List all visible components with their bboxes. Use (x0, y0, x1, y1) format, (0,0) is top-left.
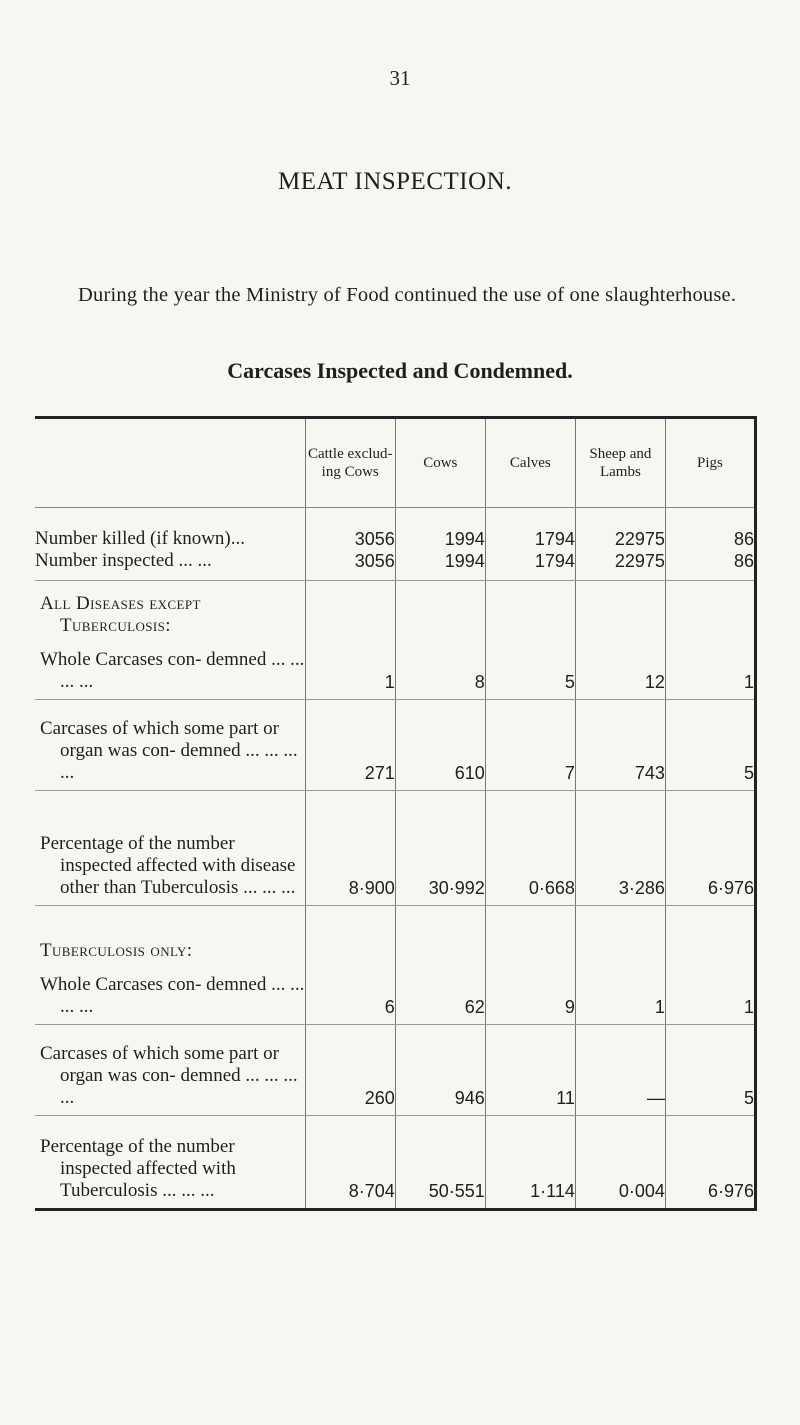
cell-cattle: 6 (305, 962, 395, 1025)
cell-sheep: 12 (575, 637, 665, 700)
header-sheep: Sheep and Lambs (575, 418, 665, 508)
row-label: Whole Carcases con- demned ... ... ... ... (35, 962, 305, 1025)
header-cows: Cows (395, 418, 485, 508)
cell-cattle: 8·704 (305, 1116, 395, 1210)
table-group-tuberculosis (35, 906, 756, 963)
header-calves: Calves (485, 418, 575, 508)
row-label: Number killed (if known)... (35, 528, 246, 549)
row-label: Number inspected ... ... (35, 550, 305, 581)
row-label: Carcases of which some part or organ was con- demned ... ... ... ... (35, 1025, 305, 1116)
table-row-tb-percentage (35, 1116, 756, 1210)
row-label: Percentage of the number inspected affected with disease other than Tuberculosis ... ... ... (35, 791, 305, 906)
header-label (35, 418, 305, 508)
cell-pigs: 6·976 (665, 791, 755, 906)
cell-cows: 50·551 (395, 1116, 485, 1210)
cell-cattle: 3056 (305, 508, 395, 551)
cell-calves: 11 (485, 1025, 575, 1116)
cell-cattle: 3056 (305, 550, 395, 581)
cell-cows: 30·992 (395, 791, 485, 906)
group-label: All Diseases except Tuberculosis: (40, 593, 201, 636)
cell-cattle: 1 (305, 637, 395, 700)
table-heading: Carcases Inspected and Condemned. (227, 358, 573, 383)
cell-cattle: 8·900 (305, 791, 395, 906)
cell-sheep: 743 (575, 700, 665, 791)
row-label: Whole Carcases con- demned ... ... ... ... (35, 637, 305, 700)
table-row-all-part-condemned (35, 700, 756, 791)
table-group-all-diseases (35, 581, 756, 638)
header-cattle: Cattle exclud- ing Cows (305, 418, 395, 508)
cell-cows: 610 (395, 700, 485, 791)
table-row-tb-part-condemned (35, 1025, 756, 1116)
table-row-number-killed (35, 508, 756, 551)
page-title: MEAT INSPECTION. (278, 168, 512, 195)
cell-cows: 1994 (395, 550, 485, 581)
cell-calves: 1794 (485, 508, 575, 551)
cell-sheep: 1 (575, 962, 665, 1025)
cell-sheep: 0·004 (575, 1116, 665, 1210)
cell-calves: 5 (485, 637, 575, 700)
row-label: Percentage of the number inspected affected with Tuberculosis ... ... ... (40, 1136, 236, 1201)
cell-pigs: 5 (665, 1025, 755, 1116)
cell-cows: 1994 (395, 508, 485, 551)
carcases-table (35, 416, 757, 1211)
cell-calves: 7 (485, 700, 575, 791)
cell-sheep: — (575, 1025, 665, 1116)
cell-calves: 0·668 (485, 791, 575, 906)
cell-calves: 1794 (485, 550, 575, 581)
cell-sheep: 3·286 (575, 791, 665, 906)
header-pigs: Pigs (665, 418, 755, 508)
cell-cattle: 271 (305, 700, 395, 791)
table-row-all-percentage (35, 791, 756, 906)
cell-cows: 8 (395, 637, 485, 700)
table-row-tb-whole-condemned (35, 962, 756, 1025)
cell-pigs: 86 (665, 550, 755, 581)
cell-pigs: 86 (665, 508, 755, 551)
cell-sheep: 22975 (575, 508, 665, 551)
table-row-number-inspected (35, 550, 756, 581)
cell-pigs: 6·976 (665, 1116, 755, 1210)
row-label: Carcases of which some part or organ was con- demned ... ... ... ... (35, 700, 305, 791)
page-number: 31 (389, 66, 411, 90)
cell-calves: 9 (485, 962, 575, 1025)
cell-cows: 62 (395, 962, 485, 1025)
group-label: Tuberculosis only: (40, 940, 193, 961)
cell-pigs: 1 (665, 962, 755, 1025)
cell-cattle: 260 (305, 1025, 395, 1116)
cell-cows: 946 (395, 1025, 485, 1116)
cell-calves: 1·114 (485, 1116, 575, 1210)
cell-sheep: 22975 (575, 550, 665, 581)
cell-pigs: 5 (665, 700, 755, 791)
table-row-all-whole-condemned (35, 637, 756, 700)
table-header-row (35, 418, 756, 508)
cell-pigs: 1 (665, 637, 755, 700)
intro-paragraph: During the year the Ministry of Food continued the use of one slaughterhouse. (78, 283, 737, 306)
